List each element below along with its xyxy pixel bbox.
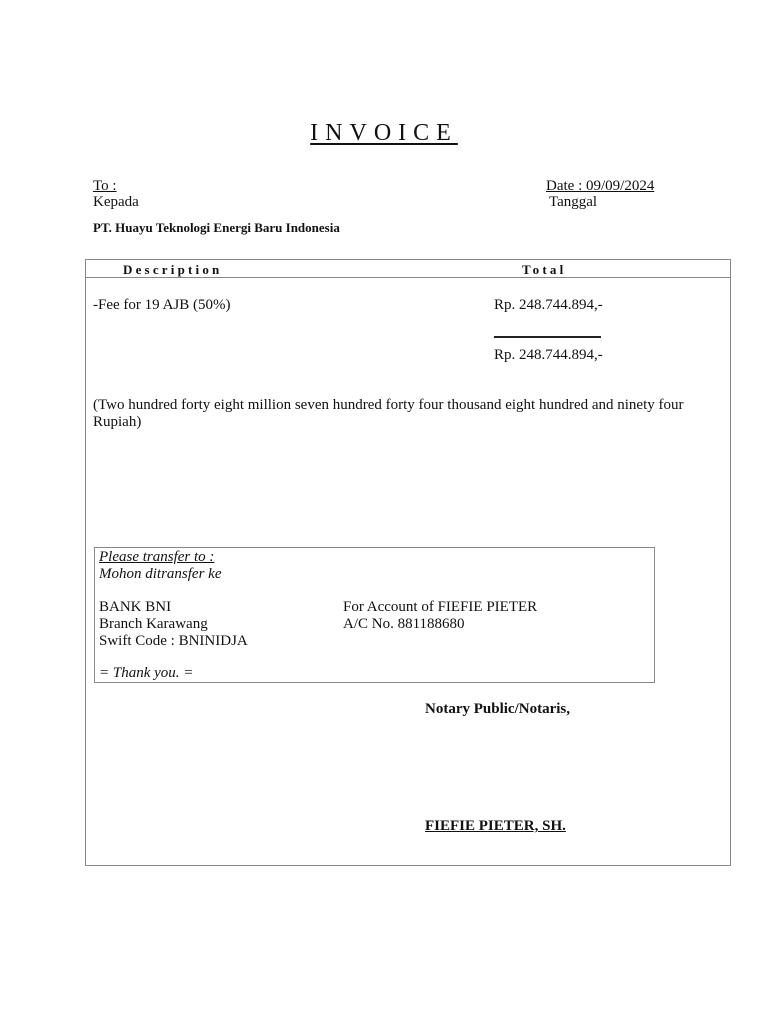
thank-you-note: = Thank you. = xyxy=(99,665,194,681)
column-header-description: Description xyxy=(123,262,223,277)
account-name: For Account of FIEFIE PIETER xyxy=(343,599,538,615)
line-item-amount: Rp. 248.744.894,- xyxy=(494,297,603,313)
invoice-title: INVOICE xyxy=(310,120,458,146)
sum-divider xyxy=(494,336,601,338)
account-number: A/C No. 881188680 xyxy=(343,616,465,632)
transfer-label: Please transfer to : xyxy=(99,549,215,565)
line-item-description: -Fee for 19 AJB (50%) xyxy=(93,297,231,313)
bank-branch: Branch Karawang xyxy=(99,616,208,632)
signatory-name: FIEFIE PIETER, SH. xyxy=(425,818,566,834)
to-label: To : xyxy=(93,178,117,194)
company-name: PT. Huayu Teknologi Energi Baru Indonesia xyxy=(93,220,340,235)
bank-name: BANK BNI xyxy=(99,599,172,615)
column-header-total: Total xyxy=(522,262,567,277)
swift-code: Swift Code : BNINIDJA xyxy=(99,633,248,649)
to-sub-label: Kepada xyxy=(93,194,139,210)
amount-in-words: (Two hundred forty eight million seven hundred forty four thousand eight hundred and ninety four Rupiah) xyxy=(93,397,684,430)
date-label: Date : 09/09/2024 xyxy=(546,178,655,194)
total-amount: Rp. 248.744.894,- xyxy=(494,347,603,363)
transfer-sub-label: Mohon ditransfer ke xyxy=(99,566,222,582)
signatory-role: Notary Public/Notaris, xyxy=(425,701,570,717)
date-sub-label: Tanggal xyxy=(549,194,598,210)
